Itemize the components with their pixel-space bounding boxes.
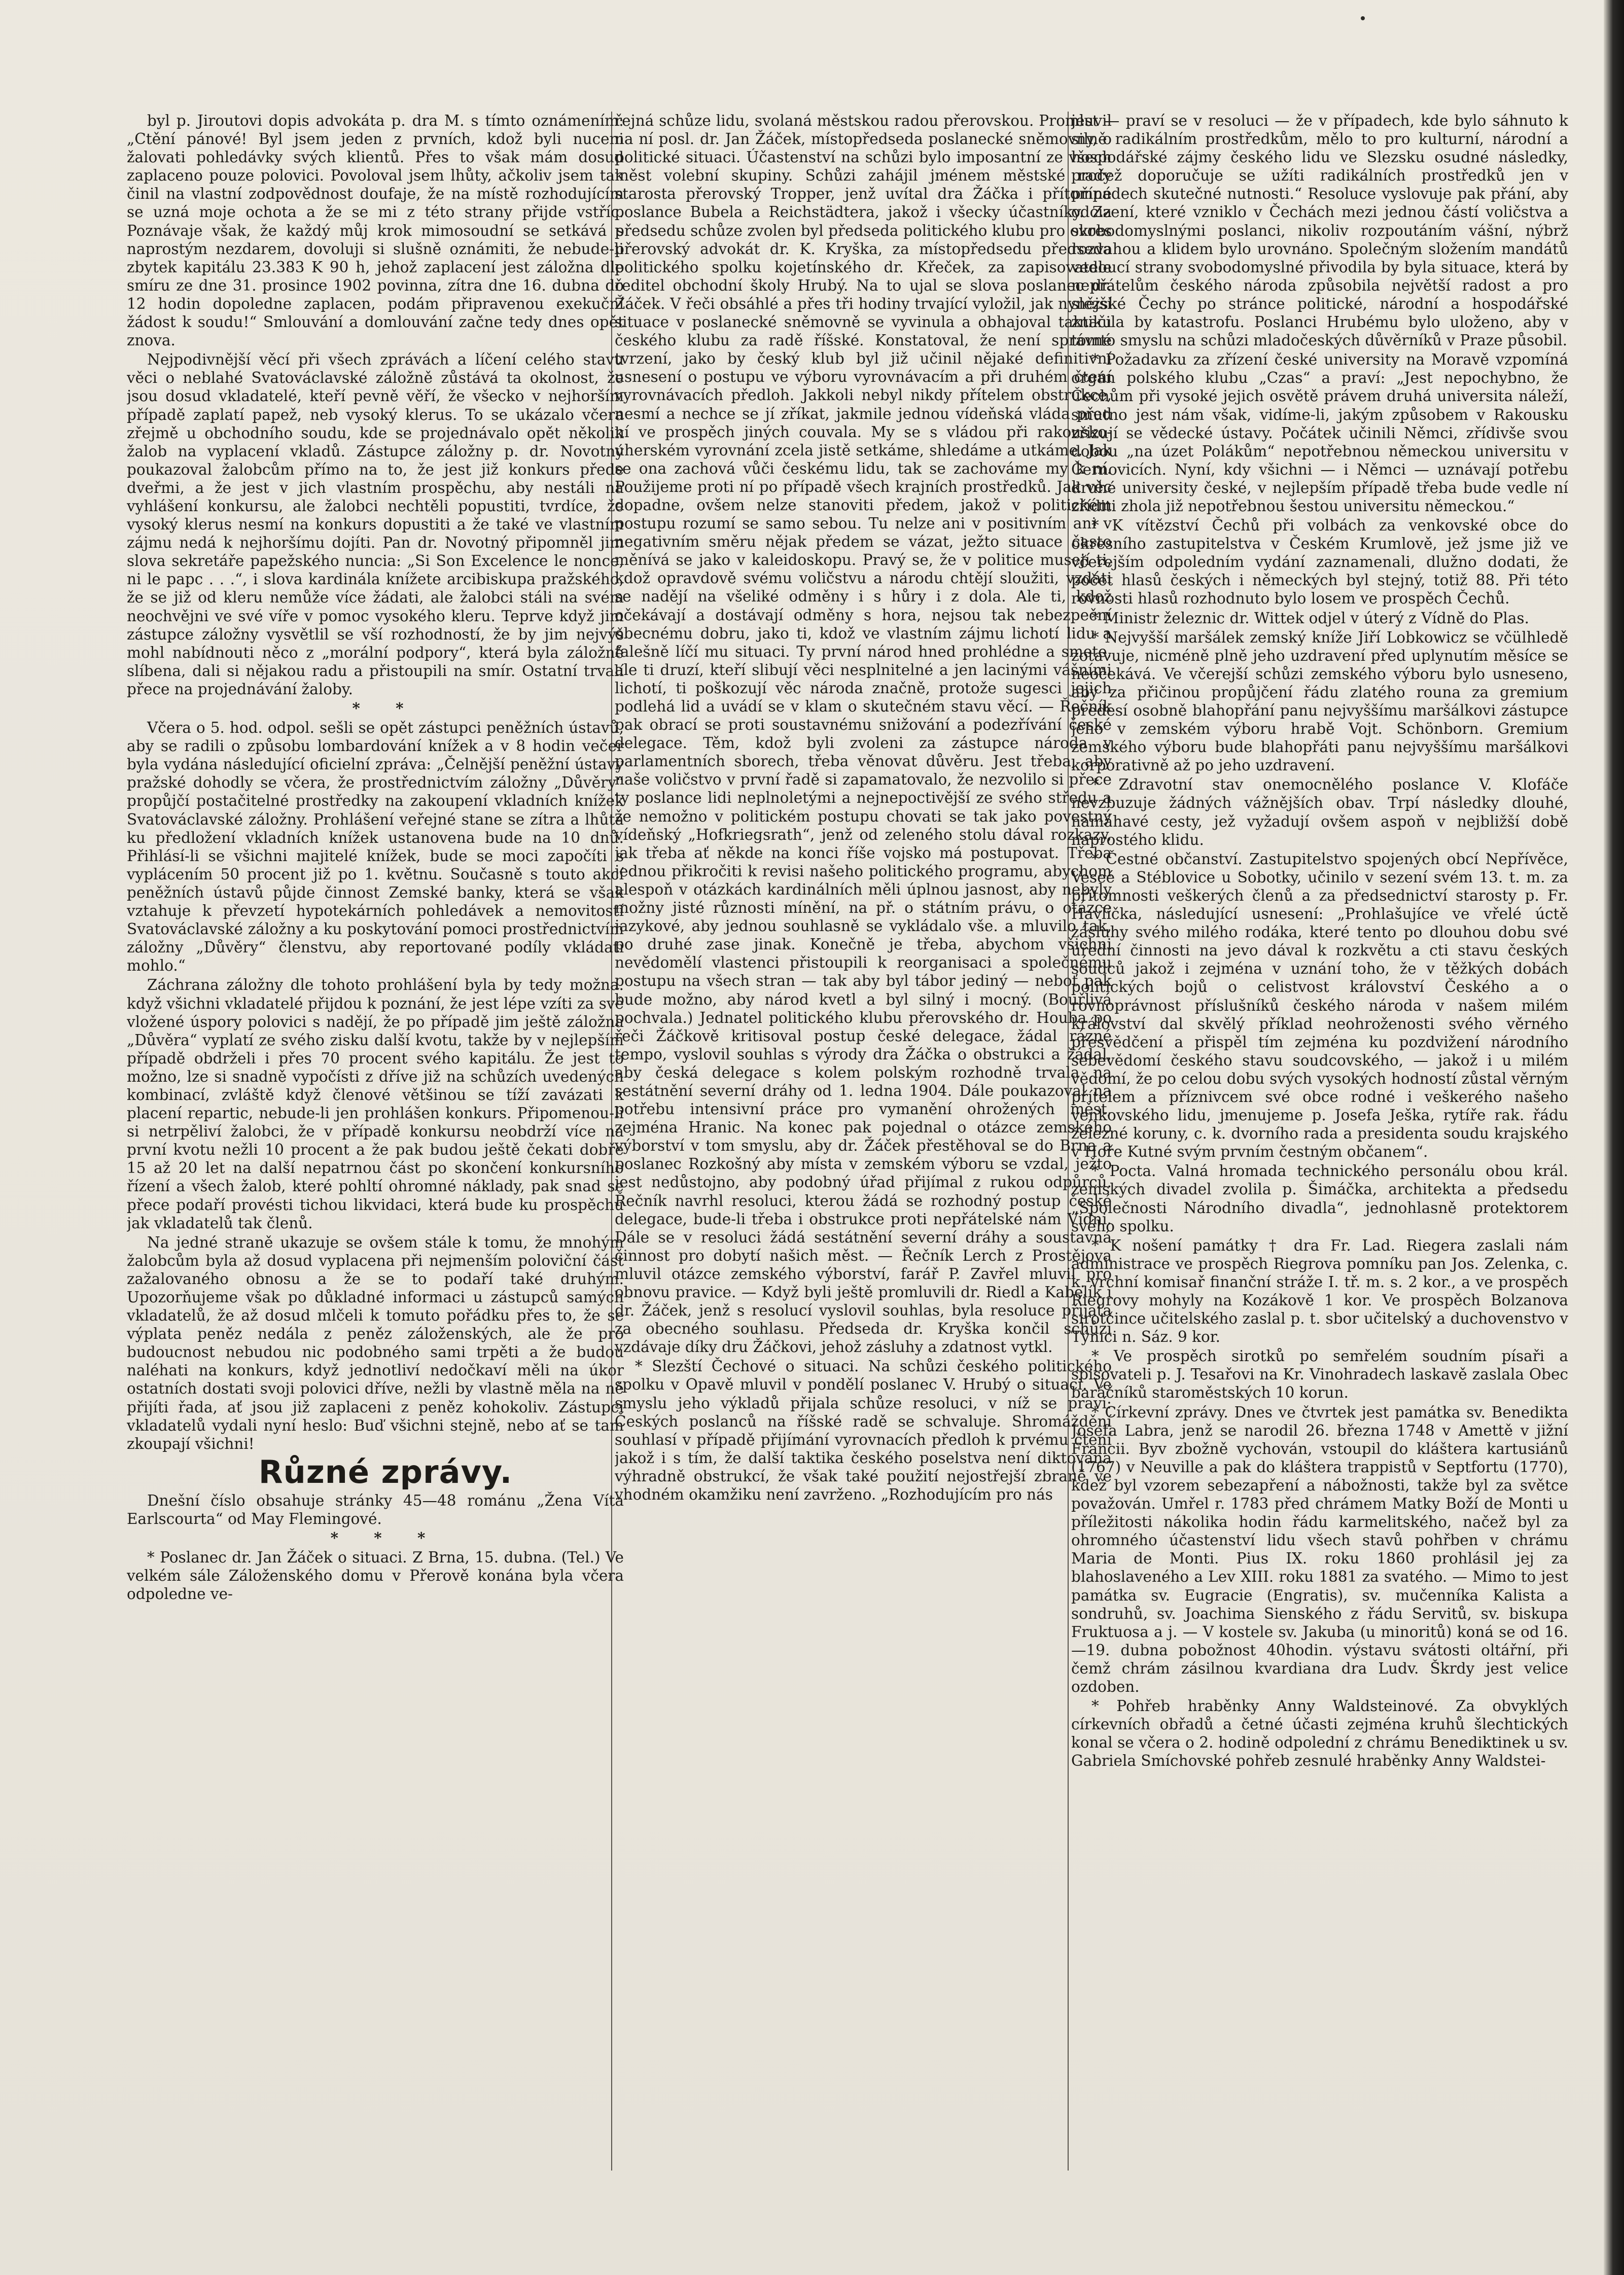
article-paragraph: * Ministr železnic dr. Wittek odjel v úterý z Vídně do Plas. (1091, 609, 1529, 627)
article-paragraph: Včera o 5. hod. odpol. sešli se opět zástupci peněžních ústavů, aby se radili o způsobu lombardování knížek a v 8 hodin večer byla vydána následující oficielní zpráva: „Čelnější peněžní ústavy pražské dohodly se včera, že prostřednictvím záložny „Důvěry“ propůjčí postačitelné prostředky na zakoupení vkladních knížek Svatováclavské záložny. Prohlášení veřejné stane se zítra a lhůta ku předložení vkladních knížek ustanovena bude na 10 dnů. Přihlásí-li se všichni majitelé knížek, bude se moci započíti s vyplácením 50 procent již po 1. květnu. Současně s touto akcí peněžních ústavů půjde činnost Zemské banky, která se však vztahuje k převzetí hypotekárních pohledávek a nemovitostí Svatováclavské záložny a ku poskytování pomoci prostřednictvím záložny „Důvěry“ členstvu, aby reportované podíly vkládati mohlo.“ (127, 719, 624, 975)
article-paragraph: * Pocta. Valná hromada technického personálu obou král. zemských divadel zvolila p. Šimáčka, architekta a předsedu „Společnosti Národního divadla“, jednohlasně protektorem svého spolku. (1071, 1162, 1568, 1235)
article-paragraph: * Církevní zprávy. Dnes ve čtvrtek jest památka sv. Benedikta Josefa Labra, jenž se narodil 26. března 1748 v Amettě v jižní Francii. Byv zbožně vychován, vstoupil do kláštera kartusiánů (1767) v Neuville a pak do kláštera trappistů v Septfortu (1770), kdež byl vzorem sebezapření a nábožnosti, takže byl za světce považován. Umřel r. 1783 před chrámem Matky Boží de Monti u příležitosti nákolika hodin řádu karmelitského, načež byl za ohromného účastenství lidu všech stavů pohřben v chrámu Maria de Monti. Pius IX. roku 1860 prohlásil jej za blahoslaveného a Lev XIII. roku 1881 za svatého. — Mimo to jest památka sv. Eugracie (Engratis), sv. mučenníka Kalista a sondruhů, sv. Joachima Sienského z řádu Servitů, sv. biskupa Fruktuosa a j. — V kostele sv. Jakuba (u minoritů) koná se od 16.—19. dubna pobožnost 40hodin. výstavu svátosti oltářní, při čemž chrám zásilnou kvardiana dra Ludv. Škrdy jest velice ozdoben. (1071, 1403, 1568, 1695)
ink-speck (1361, 16, 1365, 20)
article-paragraph: * Poslanec dr. Jan Žáček o situaci. Z Brna, 15. dubna. (Tel.) Ve velkém sále Záloženského domu v Přerově konána byla včera odpoledne ve- (127, 1549, 624, 1603)
section-separator: * * * (330, 1529, 441, 1547)
article-paragraph: * K nošení památky † dra Fr. Lad. Riegera zaslali nám administrace ve prospěch Riegrova pomníku pan Jos. Zelenka, c. k. vrchní komisař finanční stráže I. tř. m. s. 2 kor., a ve prospěch Riegrovy mohyly na Kozákově 1 kor. Ve prospěch Bolzanova sirotčince učitelského zaslal p. t. sbor učitelský a duchovenstvo v Týnici n. Sáz. 9 kor. (1071, 1236, 1568, 1346)
article-paragraph: řejná schůze lidu, svolaná městskou radou přerovskou. Promluvil na ní posl. dr. Jan Žáček, místopředseda poslanecké sněmovny, o politické situaci. Účastenství na schůzi bylo imposantní ze všech měst volební skupiny. Schůzi zahájil jménem městské rady starosta přerovský Tropper, jenž uvítal dra Žáčka i přítomné poslance Bubela a Reichstädtera, jakož i všecky účastníky. Za předsedu schůze zvolen byl předseda politického klubu pro okres přerovský advokát dr. K. Kryška, za místopředsedu předseda politického spolku kojetínského dr. Křeček, za zapisovatele ředitel obchodní školy Hrubý. Na to ujal se slova poslanec dr. Žáček. V řeči obsáhlé a přes tři hodiny trvající vyložil, jak nynější situace v poslanecké sněmovně se vyvinula a obhajoval taktiku českého klubu za radě říšské. Konstatoval, že není správné tvrzení, jako by český klub byl již učinil nějaké definitivní usnesení o postupu ve výboru vyrovnávacím a při druhém čtení vyrovnávacích předloh. Jakkoli nebyl nikdy přítelem obstrukce, nesmí a nechce se jí zříkat, jakmile jednou vídeňská vláda před ní ve prospěch jiných couvala. My se s vládou při rakousko-uherském vyrovnání zcela jistě setkáme, shledáme a utkáme. Jak se ona zachová vůči českému lidu, tak se zachováme my k ní. Použijeme proti ní po případě všech krajních prostředků. Jak věc dopadne, ovšem nelze stanoviti předem, jakož v politickém postupu rozumí se samo sebou. Tu nelze ani v positivním ani v negativním směru nějak předem se vázat, ježto situace často měnívá se jako v kaleidoskopu. Pravý se, že v politice musejí ti, kdož opravdově svému voličstvu a národu chtějí sloužiti, vzdáti se nadějí na všeliké odměny i s hůry i z dola. Ale ti, kdož očekávají a dostávají odměny s hora, nejsou tak nebezpeční obecnému dobru, jako ti, kdož ve vlastním zájmu lichotí lidu a falešně líčí mu situaci. Ty první národ hned prohlédne a smete, ale ti druzí, kteří slibují věci nesplnitelné a jen lacinými vášními lichotí, ti poškozují věc národa značně, protože sugesci jejich podlehá lid a uvádí se v klam o skutečném stavu věcí. — Řečník pak obrací se proti soustavnému snižování a podezřívání české delegace. Těm, kdož byli zvoleni za zástupce národa v parlamentních sborech, třeba věnovat důvěru. Jest třeba, aby naše voličstvo v první řadě si zapamatovalo, že nezvolilo si přece ty poslance lidi neplnoletými a nejnepoctivější ze svého středu a že nemožno v politickém postupu chovati se tak jako povestný vídeňský „Hofkriegsrath“, jenž od zeleného stolu dával rozkazy, jak třeba ať někde na konci říše vojsko má postupovat. Třeba jednou přikročiti k revisi našeho politického programu, abychom alespoň v otázkách kardinálních měli úplnou jasnost, aby nebyly možny jisté různosti mínění, na př. o státním právu, o otázce jazykové, aby jednou souhlasně se vykládalo vše. a mluvilo tak, po druhé zase jinak. Konečně je třeba, abychom všichni nevědomělí vlastenci přistoupili k reorganisaci a společnému postupu na všech stran — tak aby byl tábor jediný — neboť pak bude možno, aby národ kvetl a byl silný i mocný. (Bouřlivá pochvala.) Jednatel politického klubu přerovského dr. Houba po řeči Žáčkově kritisoval postup české delegace, žádal rázné tempo, vyslovil souhlas s výrody dra Žáčka o obstrukci a žádal, aby česká delegace s kolem polským rozhodně trvala na sestátnění severní dráhy od 1. ledna 1904. Dále poukazoval na potřebu intensivní práce pro vymanění ohrožených měst, zejména Hranic. Na konec pak pojednal o otázce zemského výborství v tom smyslu, aby dr. Žáček přestěhoval se do Brna a poslanec Rozkošný aby místa v zemském výboru se vzdal, ježto jest nedůstojno, aby podobný úřad přijímal z rukou odpůrců. Řečník navrhl resoluci, kterou žádá se rozhodný postup české delegace, bude-li třeba i obstrukce proti nepřátelské nám Vídni. Dále se v resoluci žádá sestátnění severní dráhy a soustavná činnost pro dobytí našich měst. — Řečník Lerch z Prostějova mluvil otázce zemského výborství, farář P. Zavřel mluvil pro obnovu pravice. — Když byli ještě promluvili dr. Riedl a Kabelík i dr. Žáček, jenž s resolucí vyslovil souhlas, byla resoluce přijata za obecného souhlasu. Předseda dr. Kryška končil schůzi vzdávaje díky dru Žáčkovi, jehož zásluhy a zdatnost vytkl. (615, 112, 1112, 1356)
article-paragraph: * Zdravotní stav onemocnělého poslance V. Klofáče nevzbuzuje žádných vážnějších obav. Trpí následky dlouhé, namáhavé cesty, jež vyžadují ovšem aspoň v nejbližší době naprostého klidu. (1071, 776, 1568, 848)
article-column-3 (1071, 112, 1568, 2206)
article-paragraph: * Čestné občanství. Zastupitelstvo spojených obcí Nepřívěce, Veseé a Stéblovice u Sobotky, učinilo v sezení svém 13. t. m. za přítomnosti veškerých členů a za předsednictví starosty p. Fr. Havlíčka, následující usnesení: „Prohlašujíce ve vřelé úctě zásluhy svého milého rodáka, které tento po dlouhou dobu své úřední činnosti na jevo dával k rozkvětu a cti stavu českých soudců jakož i zejména v uznání toho, že v těžkých dobách politických bojů o celistvost království Českého a o rovnoprávnost příslušníků českého národa v našem milém království dal skvělý příklad neohroženosti svého věrného přesvědčení a přispěl tím zejména ku pozdvižení národního sebevědomí českého stavu soudcovského, — jakož i u milém vědomí, že po celou dobu svých vysokých hodností zůstal věrným přítelem a příznivcem své obce rodné i veškerého našeho venkovského lidu, jmenujeme p. Josefa Ješka, rytíře rak. řádu železné koruny, c. k. dvorního rada a presidenta soudu krajského v Hoře Kutné svým prvním čestným občanem“. (1071, 850, 1568, 1161)
article-paragraph: Záchrana záložny dle tohoto prohlášení byla by tedy možna. když všichni vkladatelé přijdou k poznání, že jest lépe vzíti za své vložené úspory polovici s nadějí, že po případě jim ještě záložna „Důvěra“ vyplatí ze svého zisku další kvotu, takže by v nejlepším případě obdrželi i přes 70 procent svého kapitálu. Že jest to možno, lze si snadně vypočísti z dříve již na schůzích uvedených kombinací, zvláště když členové většinou se tíží zavázati k placení repartic, nebude-li jen prohlášen konkurs. Připomenou-li si netrpěliví žalobci, že v případě konkursu neobdrží více na první kvotu nežli 10 procent a že pak budou ještě čekati dobře 15 až 20 let na další nepatrnou část po skončení konkursního řízení a všech žalob, které pohltí ohromné náklady, pak snad se přece podaří provésti tichou likvidaci, která bude ku prospěchu jak vkladatelů tak členů. (127, 976, 624, 1232)
article-paragraph: * Ve prospěch sirotků po semřelém soudním písaři a spisovateli p. J. Tesařovi na Kr. Vinohradech laskavě zaslala Obec baráčníků staroměstských 10 korun. (1071, 1347, 1568, 1402)
article-paragraph: jest — praví se v resoluci — že v případech, kde bylo sáhnuto k silně radikálním prostředkům, mělo to pro kulturní, národní a hospodářské zájmy českého lidu ve Slezsku osudné následky, pročež doporučuje se užíti radikálních prostředků jen v případech skutečné nutnosti.“ Resoluce vyslovuje pak přání, aby odcizení, které vzniklo v Čechách mezi jednou částí voličstva a svobodomyslnými poslanci, nikoliv rozpoutáním vášní, nýbrž rozvahou a klidem bylo urovnáno. Společným složením mandátů vedoucí strany svobodomyslné přivodila by byla situace, která by nepřátelům českého národa způsobila největší radost a pro slezské Čechy po stránce politické, národní a hospodářské značila by katastrofu. Poslanci Hrubému bylo uloženo, aby v tomto smyslu na schůzi mladočeských důvěrníků v Praze působil. (1071, 112, 1568, 349)
article-paragraph: Na jedné straně ukazuje se ovšem stále k tomu, že mnohým žalobcům byla až dosud vyplacena při nejmenším poloviční část zažalovaného obnosu a že se to podaří také druhým. Upozorňujeme však po důkladné informaci u zástupců samých vkladatelů, že až dosud mlčeli k tomuto pořádku přes to, že se výplata peněz nedála z peněz záloženských, ale že pro budoucnost nebudou nic podobného sami trpěti a že budou naléhati na konkurs, když jednotliví nedočkaví měli na úkor ostatních dostati svoji polovici dříve, nežli by vlastně měla na ně přijíti řada, ať jsou již zaplaceni z peněz kohokoliv. Zástupci vkladatelů vydali nyní heslo: Buď všichni stejně, nebo ať se tam zkoupají všichni! (127, 1233, 624, 1452)
section-separator: * * (352, 699, 419, 717)
section-heading: Různé zprávy. (258, 1453, 513, 1490)
page-binding-edge (1604, 0, 1624, 2275)
article-paragraph: * Pohřeb hraběnky Anny Waldsteinové. Za obvyklých církevních obřadů a četné účasti zejména kruhů šlechtických konal se včera o 2. hodině odpolední z chrámu Benediktinek u sv. Gabriela Smíchovské pohřeb zesnulé hraběnky Anny Waldstei- (1071, 1697, 1568, 1770)
article-paragraph: Nejpodivnější věcí při všech zprávách a líčení celého stavu věci o neblahé Svatováclavské záložně zůstává ta okolnost, že jsou dosud vkladatelé, kteří pevně věří, že všecko v nejhorším případě zaplatí papež, neb vysoký klerus. To se ukázalo včera zřejmě u obchodního soudu, kde se projednávalo opět několik žalob na vyplacení vkladů. Zástupce záložny p. dr. Novotný poukazoval žalobcům přímo na to, že jest již konkurs přede dveřmi, a že jest v jich vlastním prospěchu, aby nestáli na vyhlášení konkursu, ale žalobci nechtěli popustiti, tvrdíce, že vysoký klerus nesmí na konkurs dopustiti a že také ve vlastním zájmu nedá k nejhoršímu dojíti. Pan dr. Novotný připomněl jim slova sekretáře papežského nuncia: „Si Son Excelence le nonce, ni le papc . . .“, i slova kardinála knížete arcibiskupa pražského, že se již od kleru nemůže více žádati, ale žalobci stáli na svém neochvějni ve své víře v pomoc vysokého kleru. Teprve když jim zástupce záložny vysvětlil se vší rozhodností, že by jim nejvýš mohl nabídnouti něco z „morální podpory“, která byla záložně slíbena, dali si nějakou radu a přistoupili na smír. Ostatní trvalí přece na projednávání žaloby. (127, 351, 624, 698)
article-paragraph: * K vítězství Čechů při volbách za venkovské obce do okresního zastupitelstva v Českém Krumlově, jež jsme již ve včerejším odpoledním vydání zaznamenali, dlužno dodati, že počet hlasů českých i německých byl stejný, totiž 88. Při této rovnosti hlasů rozhodnuto bylo losem ve prospěch Čechů. (1071, 517, 1568, 608)
article-paragraph: * Nejvyšší maršálek zemský kníže Jiří Lobkowicz se včülhledě zotavuje, nicméně plně jeho uzdravení před uplynutím měsíce se neočekává. Ve včerejší schůzi zemského výboru bylo usneseno, aby za přičinou propůjčení řádu zlatého rouna za gremium predesí osobně blahopřání panu nejvyššímu maršálkovi zástupce jeho v zemském výboru hrabě Vojt. Schönborn. Gremium zemského výboru bude blahopřáti panu nejvyššímu maršálkovi korporativně až po jeho uzdravení. (1071, 628, 1568, 774)
article-column-2 (615, 112, 1112, 2206)
article-paragraph: Dnešní číslo obsahuje stránky 45—48 románu „Žena Víta Earlscourta“ od May Flemingové. (127, 1491, 624, 1527)
article-column-1 (127, 112, 624, 2206)
article-paragraph: * Požadavku za zřízení české university na Moravě vzpomíná orgán polského klubu „Czas“ a praví: „Jest nepochybno, že Čechům při vysoké jejich osvětě právem druhá universita náleží, smutno jest nám však, vidíme-li, jakým způsobem v Rakousku zřizují se vědecké ústavy. Počátek učinili Němci, zřídivše svou dobou „na úzet Polákům“ nepotřebnou německou universitu v Černovicích. Nyní, kdy všichni — i Němci — uznávají potřebu druhé university české, v nejlepším případě třeba bude vedle ní zříditi zhola již nepotřebnou šestou universitu německou.“ (1071, 351, 1568, 515)
article-paragraph: * Slezští Čechové o situaci. Na schůzi českého politického spolku v Opavě mluvil v pondělí poslanec V. Hrubý o situaci. Ve smyslu jeho výkladů přijala schůze resoluci, v níž se praví: Českých poslanců na říšské radě se schvaluje. Shromáždění souhlasí v případě přijímání vyrovnacích předloh k prvému čtení jakož i s tím, že další taktika českého poselstva není diktována výhradně obstrukcí, že však také použití nejostřejší zbraně ve vhodném okamžiku není zavrženo. „Rozhodujícím pro nás (615, 1358, 1112, 1504)
article-paragraph: byl p. Jiroutovi dopis advokáta p. dra M. s tímto oznámením: „Ctění pánové! Byl jsem jeden z prvních, kdož byli nuceni žalovati pohledávky svých klientů. Přes to však mám dosud zaplaceno pouze polovici. Povoloval jsem lhůty, ačkoliv jsem tak činil na vlastní zodpovědnost doufaje, že na místě rozhodujícím se uzná moje ochota a že se mi z této strany přijde vstříc. Poznávaje však, že každý můj krok mimosoudní se setkává s naprostým nezdarem, dovoluji si slušně oznámiti, že nebude-li zbytek kapitálu 23.383 K 90 h, jehož zaplacení jest záložna dle smíru ze dne 31. prosince 1902 povinna, zítra dne 16. dubna do 12 hodin dopoledne zaplacen, podám připravenou exekuční žádost k soudu!“ Smlouvání a domlouvání začne tedy dnes opět znova. (127, 112, 624, 349)
